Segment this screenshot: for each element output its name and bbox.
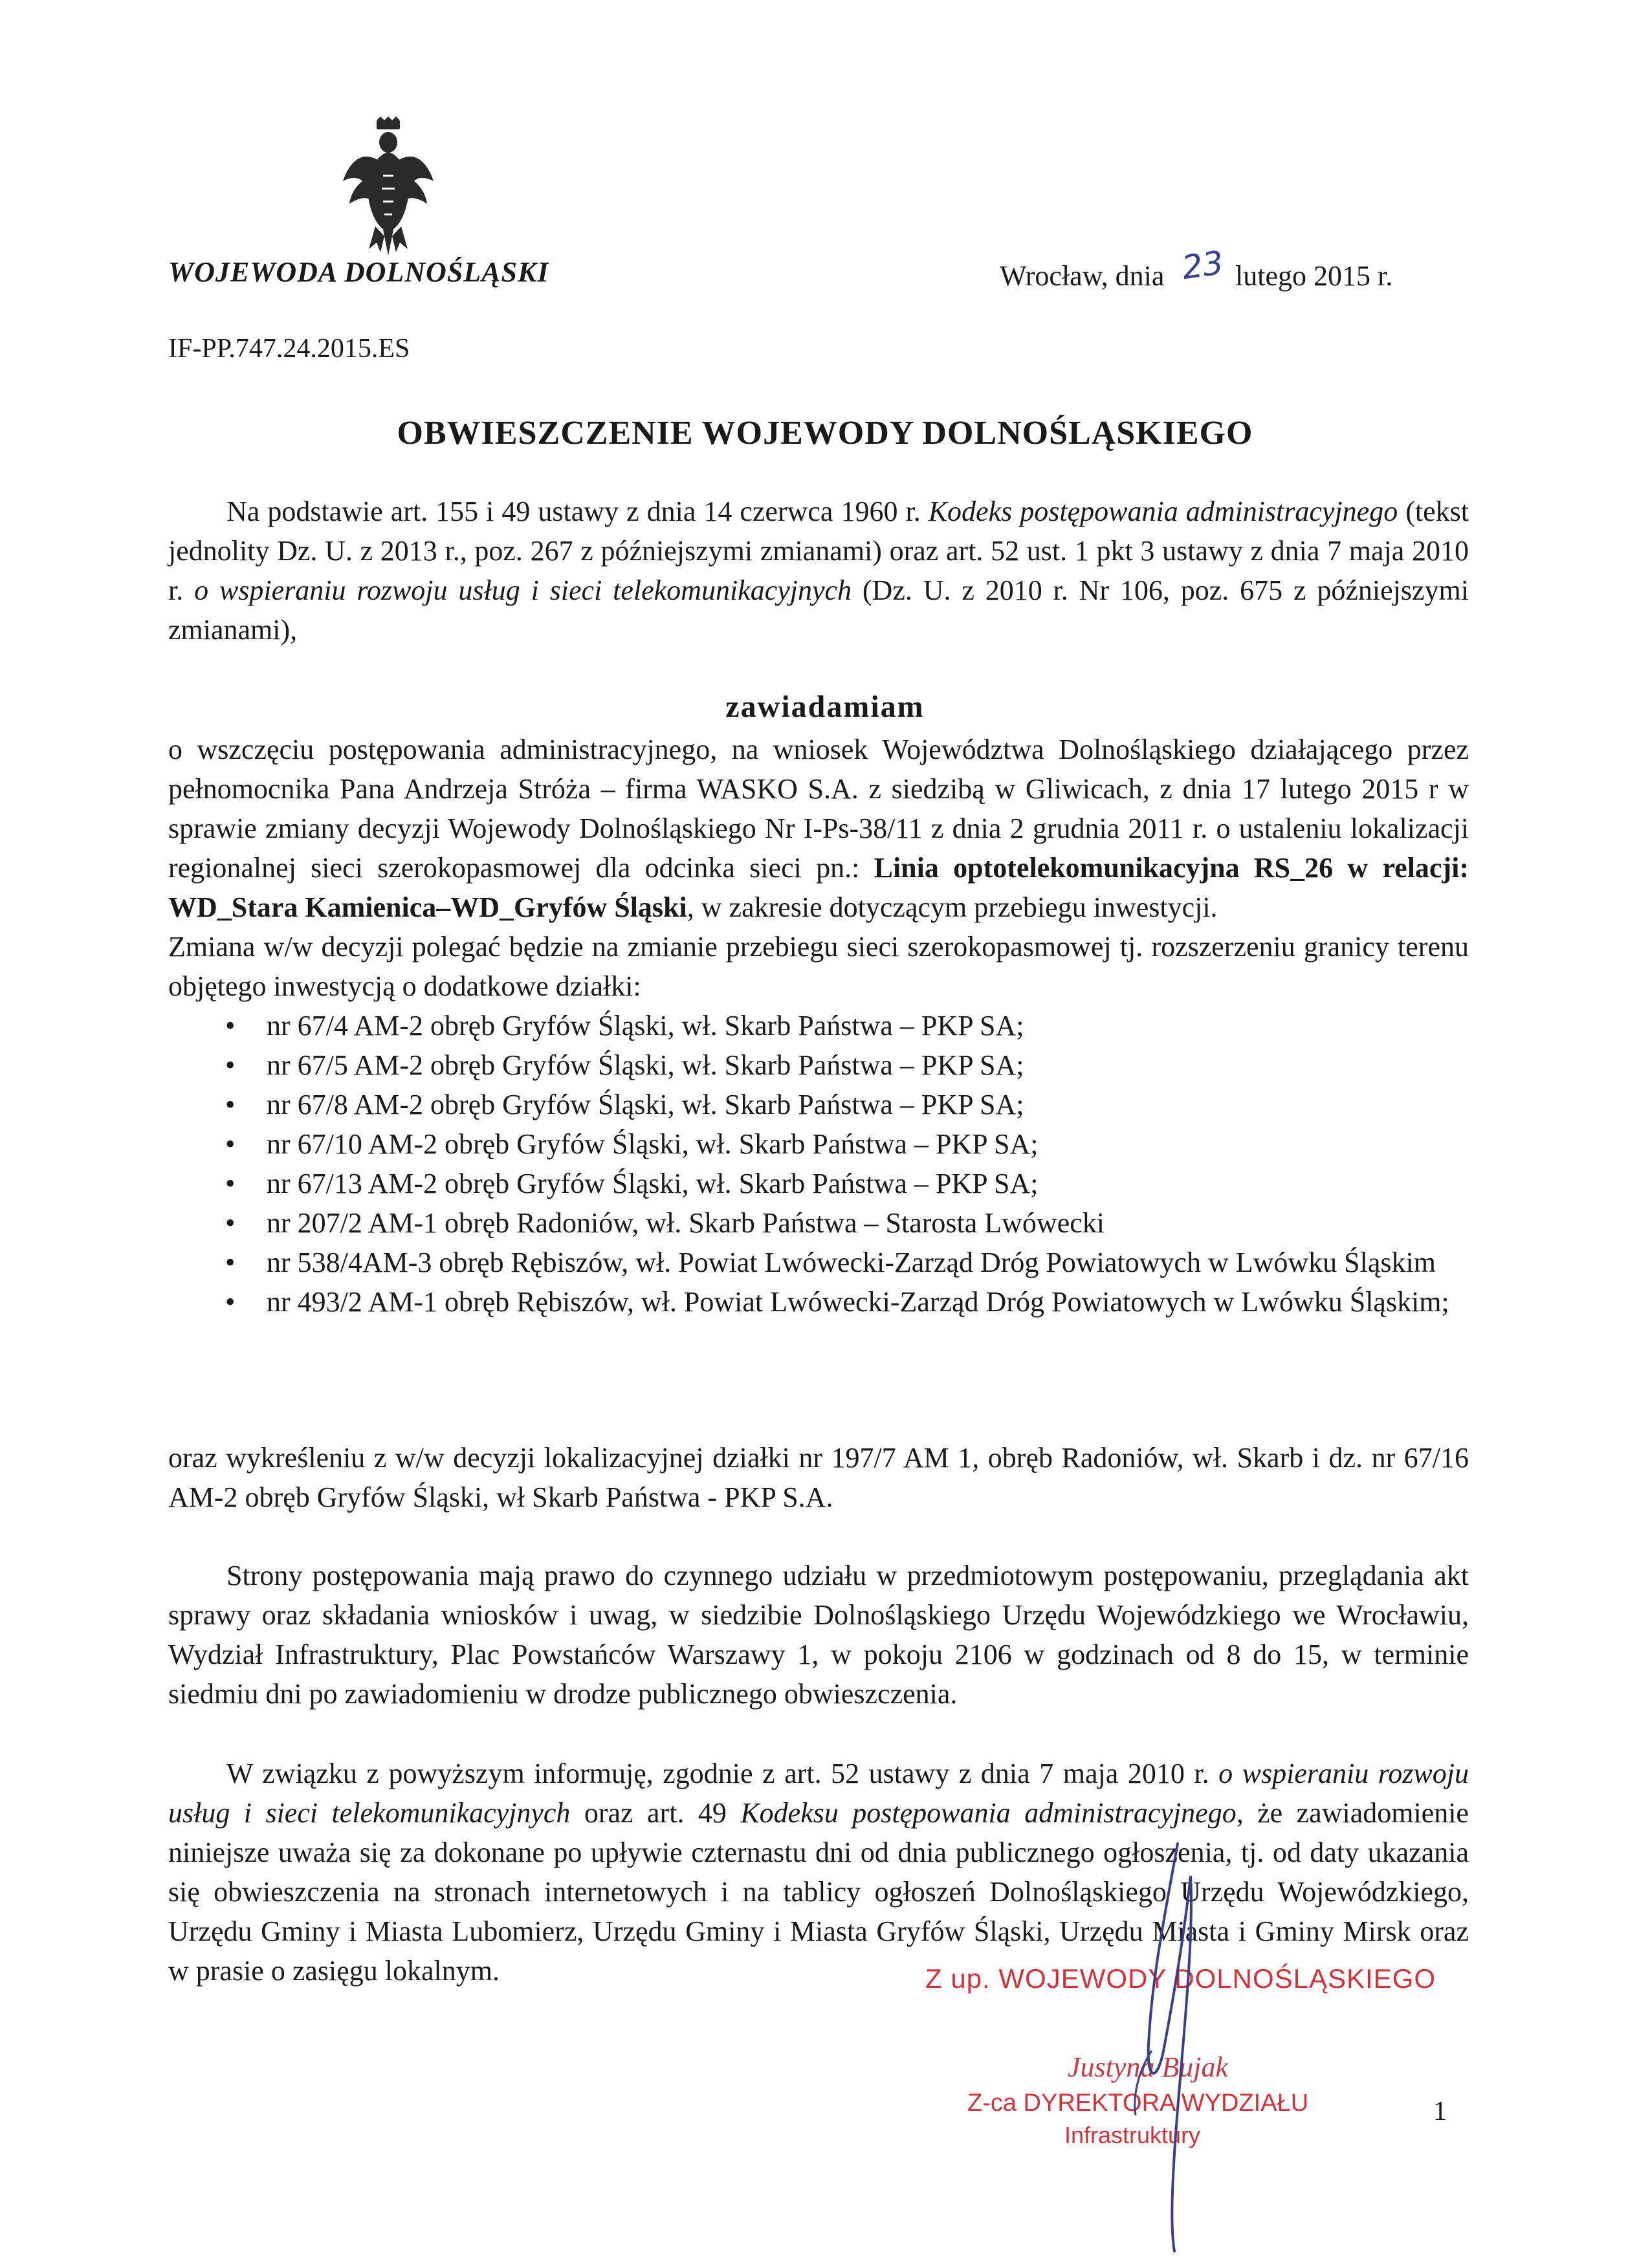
removal-paragraph — [168, 1438, 1469, 1517]
proceedings-text-2: , w zakresie dotyczącym przebiegu inwestycji. — [687, 891, 1218, 923]
removal-text: oraz wykreśleniu z w/w decyzji lokalizacyjnej działki nr 197/7 AM 1, obręb Radoniów, wł. Skarb i dz. nr 67/16 AM-2 obręb Gryfów Śląski, wł Skarb Państwa - PKP S.A. — [168, 1442, 1469, 1513]
bullet-icon: • — [225, 1010, 236, 1041]
rights-text: Strony postępowania mają prawo do czynnego udziału w przedmiotowym postępowaniu, przeglądania akt sprawy oraz składania wniosków i uwag, w siedzibie Dolnośląskiego Urzędu Wojewódzkiego we Wrocławiu, Wydział Infrastruktury, Plac Powstańców Warszawy 1, w pokoju 2106 w godzinach od 8 do 15, w terminie siedmiu dni po zawiadomieniu w drodze publicznego obwieszczenia. — [168, 1560, 1469, 1710]
publication-paragraph — [168, 1754, 1469, 1990]
bullet-icon: • — [225, 1168, 236, 1199]
proceedings-text-1: o wszczęciu postępowania administracyjnego, na wniosek Województwa Dolnośląskiego działającego przez pełnomocnika Pana Andrzeja Stróża – firma WASKO S.A. z siedzibą w Gliwicach, z dnia 17 lutego 2015 r w sprawie zmiany decyzji Wojewody Dolnośląskiego Nr I-Ps-38/11 z dnia 2 grudnia 2011 r. o ustaleniu lokalizacji regionalnej sieci szerokopasmowej dla odcinka sieci pn.: — [168, 734, 1469, 884]
publication-text-1: W związku z powyższym informuję, zgodnie z art. 52 ustawy z dnia 7 maja 2010 r. — [226, 1758, 1219, 1789]
polish-eagle-emblem-icon — [336, 116, 440, 259]
legal-basis-text-1: Na podstawie art. 155 i 49 ustawy z dnia 14 czerwca 1960 r. — [226, 496, 929, 527]
change-description: Zmiana w/w decyzji polegać będzie na zmianie przebiegu sieci szerokopasmowej tj. rozszerzeniu granicy terenu objętego inwestycją o dodatkowe działki: — [168, 931, 1469, 1002]
page-number: 1 — [1433, 2097, 1447, 2126]
parcel-text: nr 67/10 AM-2 obręb Gryfów Śląski, wł. Skarb Państwa – PKP SA; — [267, 1128, 1039, 1160]
list-item — [168, 1203, 1469, 1243]
list-item — [168, 1164, 1469, 1203]
legal-basis-text-2: (tekst jednolity Dz. U. z 2013 r., poz. 267 z późniejszymi zmianami) oraz art. 52 ust. 1 pkt 3 ustawy z dnia 7 maja 2010 r. — [168, 496, 1469, 606]
network-line-name: Linia optotelekomunikacyjna RS_26 w relacji: WD_Stara Kamienica–WD_Gryfów Śląski — [168, 852, 1469, 923]
legal-basis-code-name: Kodeks postępowania administracyjnego — [928, 496, 1398, 527]
issuer-name: WOJEWODA DOLNOŚLĄSKI — [168, 256, 549, 288]
parcel-text: nr 67/13 AM-2 obręb Gryfów Śląski, wł. Skarb Państwa – PKP SA; — [267, 1168, 1039, 1199]
list-item — [168, 1124, 1469, 1164]
list-item — [168, 1085, 1469, 1124]
date-suffix: lutego 2015 r. — [1235, 260, 1393, 292]
bullet-icon: • — [225, 1089, 236, 1120]
list-item — [168, 1243, 1469, 1282]
parcel-text: nr 538/4AM-3 obręb Rębiszów, wł. Powiat Lwówecki-Zarząd Dróg Powiatowych w Lwówku Śląskim — [267, 1247, 1436, 1278]
list-item — [168, 1006, 1469, 1045]
parcel-text: nr 67/4 AM-2 obręb Gryfów Śląski, wł. Skarb Państwa – PKP SA; — [267, 1010, 1024, 1041]
bullet-icon: • — [225, 1049, 236, 1081]
bullet-icon: • — [225, 1247, 236, 1278]
handwritten-day: 23 — [1180, 243, 1226, 287]
stamp-department: Infrastruktury — [1064, 2122, 1201, 2148]
stamp-signer-name: Justyna Bujak — [1068, 2051, 1229, 2083]
date-line — [1000, 243, 1393, 293]
parcel-text: nr 207/2 AM-1 obręb Radoniów, wł. Skarb Państwa – Starosta Lwówecki — [267, 1207, 1105, 1239]
notice-heading: zawiadamiam — [725, 690, 925, 724]
publication-act-name: o wspieraniu rozwoju usług i sieci telekomunikacyjnych — [168, 1758, 1469, 1829]
bullet-icon: • — [225, 1207, 236, 1239]
publication-code-name: Kodeksu postępowania administracyjnego — [740, 1797, 1237, 1829]
stamp-position: Z-ca DYREKTORA WYDZIAŁU — [967, 2089, 1309, 2117]
date-prefix: Wrocław, dnia — [1000, 260, 1165, 292]
parcel-text: nr 67/8 AM-2 obręb Gryfów Śląski, wł. Skarb Państwa – PKP SA; — [267, 1089, 1024, 1120]
proceedings-paragraph — [168, 730, 1469, 1006]
rights-paragraph — [168, 1556, 1469, 1714]
legal-basis-text-3: (Dz. U. z 2010 r. Nr 106, poz. 675 z późniejszymi zmianami), — [168, 574, 1469, 646]
parcel-text: nr 493/2 AM-1 obręb Rębiszów, wł. Powiat Lwówecki-Zarząd Dróg Powiatowych w Lwówku Śląskim; — [267, 1286, 1449, 1318]
parcel-text: nr 67/5 AM-2 obręb Gryfów Śląski, wł. Skarb Państwa – PKP SA; — [267, 1049, 1024, 1081]
bullet-icon: • — [225, 1128, 236, 1160]
stamp-authorization: Z up. WOJEWODY DOLNOŚLĄSKIEGO — [925, 1963, 1436, 1994]
document-title: OBWIESZCZENIE WOJEWODY DOLNOŚLĄSKIEGO — [397, 415, 1253, 452]
list-item — [168, 1282, 1469, 1322]
legal-basis-act-name: o wspieraniu rozwoju usług i sieci telekomunikacyjnych — [194, 574, 852, 606]
publication-text-3: , że zawiadomienie niniejsze uważa się za dokonane po upływie czternastu dni od dnia publicznego ogłoszenia, tj. od daty ukazania się obwieszczenia na stronach internetowych i na tablicy ogłoszeń Dolnośląskiego Urzędu Wojewódzkiego, Urzędu Gminy i Miasta Lubomierz, Urzędu Gminy i Miasta Gryfów Śląski, Urzędu Miasta i Gminy Mirsk oraz w prasie o zasięgu lokalnym. — [168, 1797, 1469, 1987]
publication-text-2: oraz art. 49 — [570, 1797, 741, 1829]
reference-number: IF-PP.747.24.2015.ES — [168, 334, 410, 364]
legal-basis-paragraph — [168, 492, 1469, 649]
handwritten-signature-icon — [1087, 1837, 1268, 2258]
list-item — [168, 1045, 1469, 1085]
bullet-icon: • — [225, 1286, 236, 1318]
parcel-list — [168, 1006, 1469, 1322]
